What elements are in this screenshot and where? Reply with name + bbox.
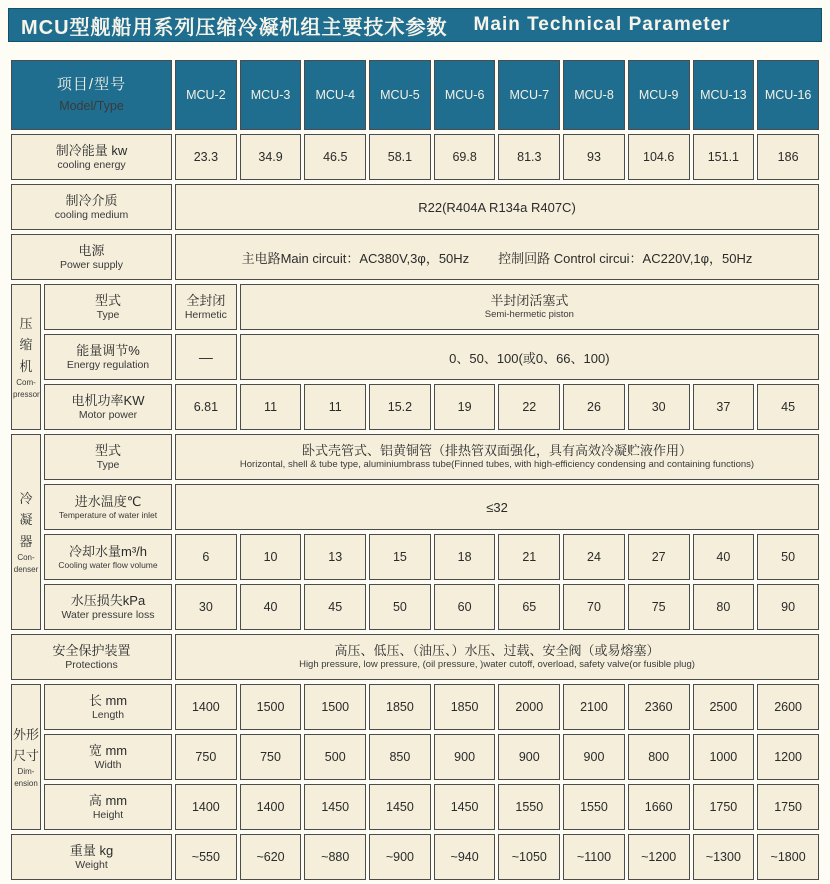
label-en: cooling energy [57, 158, 126, 171]
motor-power-value: 6.81 [175, 384, 237, 430]
row-weight [11, 834, 819, 880]
group-zh-line: 缩 [19, 337, 33, 353]
length-value: 1500 [304, 684, 366, 730]
model-header: MCU-6 [434, 60, 496, 130]
label-zh: 电机功率KW [71, 392, 145, 408]
row-protections [11, 634, 819, 680]
height-value: 1400 [175, 784, 237, 830]
label-zh: 宽 mm [88, 742, 128, 758]
height-value: 1450 [369, 784, 431, 830]
motor-power-value: 26 [563, 384, 625, 430]
corner-label-zh: 项目/型号 [56, 76, 127, 94]
value-en: High pressure, low pressure, (oil pressure, )water cutoff, overload, safety valve(or fusible plug) [299, 659, 695, 671]
header-row [11, 60, 819, 130]
condenser-type-value [175, 434, 819, 480]
row-energy-regulation [11, 334, 819, 380]
label-en: Motor power [78, 408, 138, 421]
label-zh: 安全保护装置 [52, 642, 131, 658]
label-water-inlet-temp [44, 484, 172, 530]
model-header: MCU-16 [757, 60, 819, 130]
label-motor-power [44, 384, 172, 430]
row-cooling-medium [11, 184, 819, 230]
group-zh-line: 压 [19, 315, 33, 331]
group-en-line: pressor [13, 390, 40, 400]
cooling-water-flow-value: 24 [563, 534, 625, 580]
page-title-zh: MCU型舰船用系列压缩冷凝机组主要技术参数 [21, 16, 448, 39]
row-motor-power [11, 384, 819, 430]
label-zh: 型式 [95, 292, 122, 308]
height-value: 1660 [628, 784, 690, 830]
row-compressor-type [11, 284, 819, 330]
model-header: MCU-3 [240, 60, 302, 130]
water-pressure-loss-value: 40 [240, 584, 302, 630]
model-header: MCU-13 [693, 60, 755, 130]
label-power-supply [11, 234, 172, 280]
row-length [11, 684, 819, 730]
cooling-energy-value: 81.3 [498, 134, 560, 180]
width-value: 900 [434, 734, 496, 780]
group-en-line: Com- [16, 378, 36, 388]
label-weight [11, 834, 172, 880]
motor-power-value: 45 [757, 384, 819, 430]
model-header: MCU-7 [498, 60, 560, 130]
label-zh: 电源 [78, 242, 105, 258]
group-label-compressor [11, 284, 41, 430]
label-en: Type [96, 308, 120, 321]
group-zh-line: 器 [19, 533, 33, 549]
label-zh: 能量调节% [76, 342, 140, 358]
group-label-condenser [11, 434, 41, 630]
label-en: Type [96, 458, 120, 471]
cooling-water-flow-value: 21 [498, 534, 560, 580]
cooling-energy-value: 69.8 [434, 134, 496, 180]
label-en: Energy regulation [66, 358, 150, 371]
cooling-energy-value: 46.5 [304, 134, 366, 180]
group-zh-line: 冷 [19, 490, 33, 506]
water-pressure-loss-value: 60 [434, 584, 496, 630]
label-en: Length [91, 708, 125, 721]
row-water-pressure-loss [11, 584, 819, 630]
row-water-inlet-temp [11, 484, 819, 530]
label-compressor-type [44, 284, 172, 330]
water-pressure-loss-value: 50 [369, 584, 431, 630]
weight-value: ~1100 [563, 834, 625, 880]
row-power-supply [11, 234, 819, 280]
row-cooling-water-flow [11, 534, 819, 580]
row-width [11, 734, 819, 780]
row-height [11, 784, 819, 830]
value-en: Semi-hermetic piston [484, 309, 574, 321]
width-value: 900 [498, 734, 560, 780]
motor-power-value: 11 [304, 384, 366, 430]
corner-header [11, 60, 172, 130]
group-en-line: Con- [17, 553, 35, 563]
length-value: 2100 [563, 684, 625, 730]
group-zh-line: 外形 [13, 726, 40, 742]
length-value: 2500 [693, 684, 755, 730]
water-pressure-loss-value: 80 [693, 584, 755, 630]
cooling-water-flow-value: 15 [369, 534, 431, 580]
height-value: 1550 [498, 784, 560, 830]
value-zh: 全封闭 [186, 292, 226, 308]
water-inlet-temp-value: ≤32 [175, 484, 819, 530]
cooling-energy-value: 23.3 [175, 134, 237, 180]
weight-value: ~940 [434, 834, 496, 880]
label-height [44, 784, 172, 830]
label-length [44, 684, 172, 730]
power-supply-main: 主电路Main circuit：AC380V,3φ，50Hz [241, 250, 470, 266]
width-value: 750 [240, 734, 302, 780]
label-zh: 型式 [95, 442, 122, 458]
width-value: 800 [628, 734, 690, 780]
title-bar [8, 8, 822, 42]
row-cooling-energy [11, 134, 819, 180]
value-zh: 半封闭活塞式 [490, 293, 569, 309]
height-value: 1750 [757, 784, 819, 830]
label-zh: 水压损失kPa [70, 592, 146, 608]
value-zh: 卧式壳管式、铝黄铜管（排热管双面强化，具有高效冷凝贮液作用） [302, 443, 693, 459]
label-en: Cooling water flow volume [58, 560, 158, 571]
group-zh-line: 凝 [19, 512, 33, 528]
height-value: 1400 [240, 784, 302, 830]
label-en: Protections [65, 658, 118, 671]
label-en: Weight [75, 858, 108, 871]
power-supply-control: 控制回路 Control circui：AC220V,1φ，50Hz [498, 250, 753, 266]
width-value: 850 [369, 734, 431, 780]
model-header: MCU-4 [304, 60, 366, 130]
label-cooling-medium [11, 184, 172, 230]
cooling-water-flow-value: 40 [693, 534, 755, 580]
label-water-pressure-loss [44, 584, 172, 630]
motor-power-value: 19 [434, 384, 496, 430]
model-header: MCU-2 [175, 60, 237, 130]
water-pressure-loss-value: 70 [563, 584, 625, 630]
length-value: 1400 [175, 684, 237, 730]
compressor-type-hermetic [175, 284, 237, 330]
group-label-dimensions [11, 684, 41, 830]
label-cooling-water-flow [44, 534, 172, 580]
model-header: MCU-9 [628, 60, 690, 130]
compressor-type-semi-hermetic [240, 284, 819, 330]
water-pressure-loss-value: 90 [757, 584, 819, 630]
energy-regulation-first: — [175, 334, 237, 380]
label-en: Temperature of water inlet [58, 510, 158, 521]
page-title-en: Main Technical Parameter [473, 14, 731, 35]
label-energy-regulation [44, 334, 172, 380]
height-value: 1450 [304, 784, 366, 830]
water-pressure-loss-value: 75 [628, 584, 690, 630]
label-zh: 高 mm [88, 792, 128, 808]
power-supply-value [175, 234, 819, 280]
group-zh-line: 尺寸 [13, 748, 40, 763]
model-header: MCU-8 [563, 60, 625, 130]
corner-label-en: Model/Type [59, 98, 124, 113]
value-zh: 高压、低压、（油压、）水压、过载、安全阀（或易熔塞） [334, 643, 660, 659]
label-zh: 长 mm [88, 692, 128, 708]
label-zh: 重量 kg [69, 842, 114, 858]
cooling-water-flow-value: 10 [240, 534, 302, 580]
weight-value: ~1050 [498, 834, 560, 880]
parameters-table [8, 56, 822, 884]
value-en: Hermetic [184, 308, 227, 321]
height-value: 1450 [434, 784, 496, 830]
cooling-water-flow-value: 50 [757, 534, 819, 580]
cooling-energy-value: 93 [563, 134, 625, 180]
weight-value: ~1200 [628, 834, 690, 880]
length-value: 2000 [498, 684, 560, 730]
motor-power-value: 30 [628, 384, 690, 430]
cooling-energy-value: 186 [757, 134, 819, 180]
label-condenser-type [44, 434, 172, 480]
cooling-water-flow-value: 27 [628, 534, 690, 580]
width-value: 750 [175, 734, 237, 780]
width-value: 900 [563, 734, 625, 780]
group-en-line: denser [13, 565, 39, 575]
cooling-water-flow-value: 18 [434, 534, 496, 580]
label-zh: 冷却水量m³/h [69, 543, 148, 559]
length-value: 2600 [757, 684, 819, 730]
cooling-energy-value: 104.6 [628, 134, 690, 180]
label-en: Water pressure loss [61, 608, 155, 621]
height-value: 1550 [563, 784, 625, 830]
group-en-line: ension [14, 779, 38, 789]
label-zh: 制冷介质 [65, 192, 118, 208]
group-en-line: Dim- [17, 767, 35, 777]
length-value: 1850 [369, 684, 431, 730]
weight-value: ~900 [369, 834, 431, 880]
protections-value [175, 634, 819, 680]
model-header: MCU-5 [369, 60, 431, 130]
cooling-energy-value: 34.9 [240, 134, 302, 180]
label-zh: 进水温度℃ [74, 493, 142, 509]
motor-power-value: 11 [240, 384, 302, 430]
cooling-energy-value: 58.1 [369, 134, 431, 180]
weight-value: ~550 [175, 834, 237, 880]
length-value: 1850 [434, 684, 496, 730]
water-pressure-loss-value: 30 [175, 584, 237, 630]
label-en: cooling medium [54, 208, 129, 221]
height-value: 1750 [693, 784, 755, 830]
group-zh-line: 机 [19, 358, 33, 374]
energy-regulation-rest: 0、50、100(或0、66、100) [240, 334, 819, 380]
label-en: Width [94, 758, 122, 771]
label-en: Power supply [59, 258, 124, 271]
cooling-water-flow-value: 6 [175, 534, 237, 580]
motor-power-value: 15.2 [369, 384, 431, 430]
label-zh: 制冷能量 kw [55, 142, 128, 158]
row-condenser-type [11, 434, 819, 480]
cooling-energy-value: 151.1 [693, 134, 755, 180]
width-value: 1200 [757, 734, 819, 780]
cooling-medium-value: R22(R404A R134a R407C) [175, 184, 819, 230]
length-value: 1500 [240, 684, 302, 730]
water-pressure-loss-value: 45 [304, 584, 366, 630]
weight-value: ~880 [304, 834, 366, 880]
length-value: 2360 [628, 684, 690, 730]
value-en: Horizontal, shell & tube type, aluminiumbrass tube(Finned tubes, with high-efficiency condensing and containing functions) [239, 459, 755, 471]
label-en: Height [92, 808, 124, 821]
weight-value: ~1800 [757, 834, 819, 880]
label-cooling-energy [11, 134, 172, 180]
label-width [44, 734, 172, 780]
motor-power-value: 37 [693, 384, 755, 430]
motor-power-value: 22 [498, 384, 560, 430]
water-pressure-loss-value: 65 [498, 584, 560, 630]
weight-value: ~620 [240, 834, 302, 880]
width-value: 500 [304, 734, 366, 780]
cooling-water-flow-value: 13 [304, 534, 366, 580]
label-protections [11, 634, 172, 680]
weight-value: ~1300 [693, 834, 755, 880]
width-value: 1000 [693, 734, 755, 780]
